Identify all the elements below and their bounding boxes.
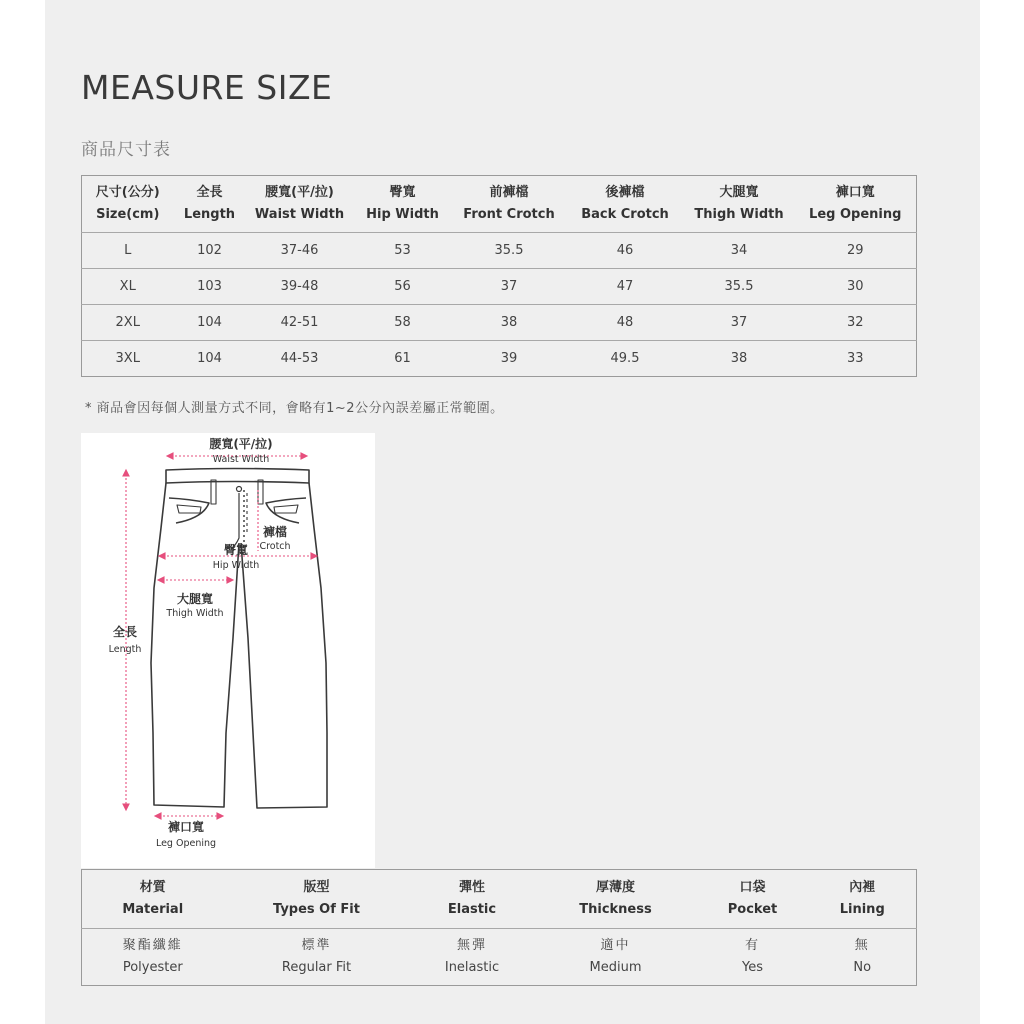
table-cell: 104 (174, 341, 246, 377)
pants-illustration (81, 433, 375, 868)
label-waist-en: Waist Width (212, 454, 270, 465)
header-size: 尺寸(公分) Size(cm) (95, 185, 160, 222)
right-pocket (266, 498, 306, 523)
label-hip-cn: 臀寬 (223, 543, 249, 557)
pocket-value: 有 Yes (697, 929, 809, 986)
header-elastic: 彈性 Elastic (447, 880, 497, 917)
material-value: 聚酯纖維 Polyester (82, 929, 224, 986)
measurement-note: * 商品會因每個人測量方式不同，會略有1~2公分內誤差屬正常範圍。 (85, 401, 504, 416)
table-cell: 42-51 (246, 305, 354, 341)
header-length: 全長 Length (183, 185, 236, 222)
header-fit: 版型 Types Of Fit (273, 880, 360, 917)
table-cell: 32 (795, 305, 917, 341)
header-leg-opening: 褲口寬 Leg Opening (809, 185, 902, 222)
table-cell: 3XL (82, 341, 174, 377)
table-cell: 37 (452, 269, 567, 305)
table-cell: 37-46 (246, 233, 354, 269)
label-leg-en: Leg Opening (155, 838, 217, 849)
header-pocket: 口袋 Pocket (727, 880, 778, 917)
table-cell: 48 (567, 305, 684, 341)
header-thigh-width: 大腿寬 Thigh Width (694, 185, 784, 222)
table-cell: 103 (174, 269, 246, 305)
table-row (82, 341, 917, 377)
table-cell: 38 (684, 341, 795, 377)
header-material: 材質 Material (122, 880, 184, 917)
label-length-cn: 全長 (112, 625, 138, 639)
table-cell: 29 (795, 233, 917, 269)
fit-value: 標準 Regular Fit (224, 929, 410, 986)
label-crotch-en: Crotch (259, 541, 291, 552)
table-cell: 61 (354, 341, 452, 377)
table-cell: 44-53 (246, 341, 354, 377)
label-waist-cn: 腰寬(平/拉) (209, 437, 273, 451)
header-front-crotch: 前褲檔 Front Crotch (463, 185, 555, 222)
table-cell: 56 (354, 269, 452, 305)
table-cell: 34 (684, 233, 795, 269)
table-row (82, 233, 917, 269)
table-cell: XL (82, 269, 174, 305)
label-crotch-cn: 褲檔 (262, 525, 288, 539)
label-leg-cn: 褲口寬 (167, 820, 205, 834)
header-thickness: 厚薄度 Thickness (579, 880, 652, 917)
material-table-header-row (82, 870, 917, 929)
table-row (82, 269, 917, 305)
table-cell: 33 (795, 341, 917, 377)
table-cell: 2XL (82, 305, 174, 341)
label-thigh-cn: 大腿寬 (176, 592, 214, 606)
header-lining: 內裡 Lining (839, 880, 885, 917)
size-table-header-row (82, 176, 917, 233)
page-subtitle: 商品尺寸表 (81, 140, 171, 160)
table-cell: L (82, 233, 174, 269)
table-cell: 39 (452, 341, 567, 377)
table-cell: 30 (795, 269, 917, 305)
left-pocket (169, 498, 209, 523)
table-cell: 38 (452, 305, 567, 341)
table-cell: 35.5 (452, 233, 567, 269)
table-cell: 58 (354, 305, 452, 341)
table-row (82, 929, 917, 986)
table-cell: 47 (567, 269, 684, 305)
table-cell: 104 (174, 305, 246, 341)
table-cell: 37 (684, 305, 795, 341)
label-length-en: Length (108, 644, 142, 655)
table-cell: 102 (174, 233, 246, 269)
left-leg-outline (151, 483, 239, 807)
size-table (81, 175, 917, 377)
table-cell: 35.5 (684, 269, 795, 305)
header-waist-width: 腰寬(平/拉) Waist Width (254, 185, 345, 222)
lining-value: 無 No (809, 929, 917, 986)
header-hip-width: 臀寬 Hip Width (366, 185, 439, 222)
header-back-crotch: 後褲檔 Back Crotch (581, 185, 669, 222)
table-cell: 49.5 (567, 341, 684, 377)
table-row (82, 305, 917, 341)
material-table (81, 869, 917, 986)
label-hip-en: Hip Width (212, 560, 260, 571)
page-title: MEASURE SIZE (81, 68, 333, 107)
pants-measurement-diagram (81, 433, 375, 868)
table-cell: 46 (567, 233, 684, 269)
elastic-value: 無彈 Inelastic (410, 929, 535, 986)
label-thigh-en: Thigh Width (166, 608, 224, 619)
table-cell: 39-48 (246, 269, 354, 305)
table-cell: 53 (354, 233, 452, 269)
thickness-value: 適中 Medium (535, 929, 697, 986)
waistband (166, 469, 309, 484)
